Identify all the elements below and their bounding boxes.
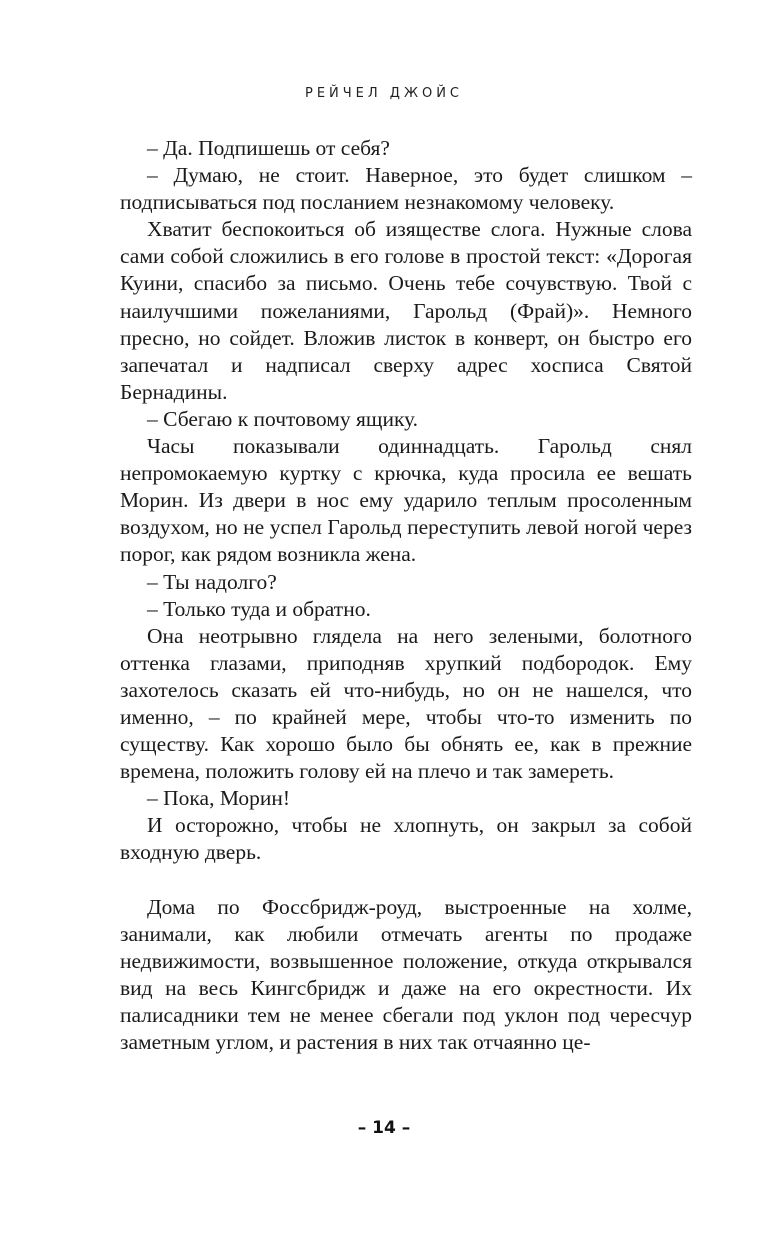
body-text (120, 135, 692, 1056)
paragraph-5: Часы показывали одиннадцать. Гарольд снял непромокаемую куртку с крючка, куда просила ее вешать Морин. Из двери в нос ему ударило теплым просоленным воздухом, но не успел Гарольд переступить левой ногой через порог, как рядом возникла жена. (120, 434, 692, 567)
paragraph-2: – Думаю, не стоит. Наверное, это будет слишком – подписываться под посланием незнакомому человеку. (120, 163, 692, 215)
paragraph-10: И осторожно, чтобы не хлопнуть, он закрыл за собой входную дверь. (120, 813, 692, 865)
paragraph-6: – Ты надолго? (147, 569, 277, 594)
paragraph-1: – Да. Подпишешь от себя? (147, 136, 390, 160)
paragraph-7: – Только туда и обратно. (147, 596, 371, 621)
page-number: – 14 – (357, 1118, 411, 1138)
paragraph-11-section-start: Дома по Фоссбридж-роуд, выстроенные на холме, занимали, как любили отмечать агенты по продаже недвижимости, возвышенное положение, откуда открывался вид на весь Кингсбридж и даже на его окрестности. Их палисадники тем не менее сбегали под уклон под чересчур заметным углом, и растения в них так отчаянно це- (120, 894, 692, 1054)
paragraph-9: – Пока, Морин! (147, 786, 291, 811)
running-header-author: РЕЙЧЕЛ ДЖОЙС (304, 86, 463, 101)
paragraph-4: – Сбегаю к почтовому ящику. (147, 406, 419, 431)
paragraph-8: Она неотрывно глядела на него зелеными, болотного оттенка глазами, приподняв хрупкий подбородок. Ему захотелось сказать ей что-нибудь, но он не нашелся, что именно, – по крайней мере, чтобы что-то изменить по существу. Как хорошо было бы обнять ее, как в прежние времена, положить голову ей на плечо и так замереть. (120, 623, 692, 784)
paragraph-3: Хватит беспокоиться об изяществе слога. Нужные слова сами собой сложились в его голове в простой текст: «Дорогая Куини, спасибо за письмо. Очень тебе сочувствую. Твой с наилучшими пожеланиями, Гарольд (Фрай)». Немного пресно, но сойдет. Вложив листок в конверт, он быстро его запечатал и надписал сверху адрес хосписа Святой Бернадины. (120, 217, 692, 404)
